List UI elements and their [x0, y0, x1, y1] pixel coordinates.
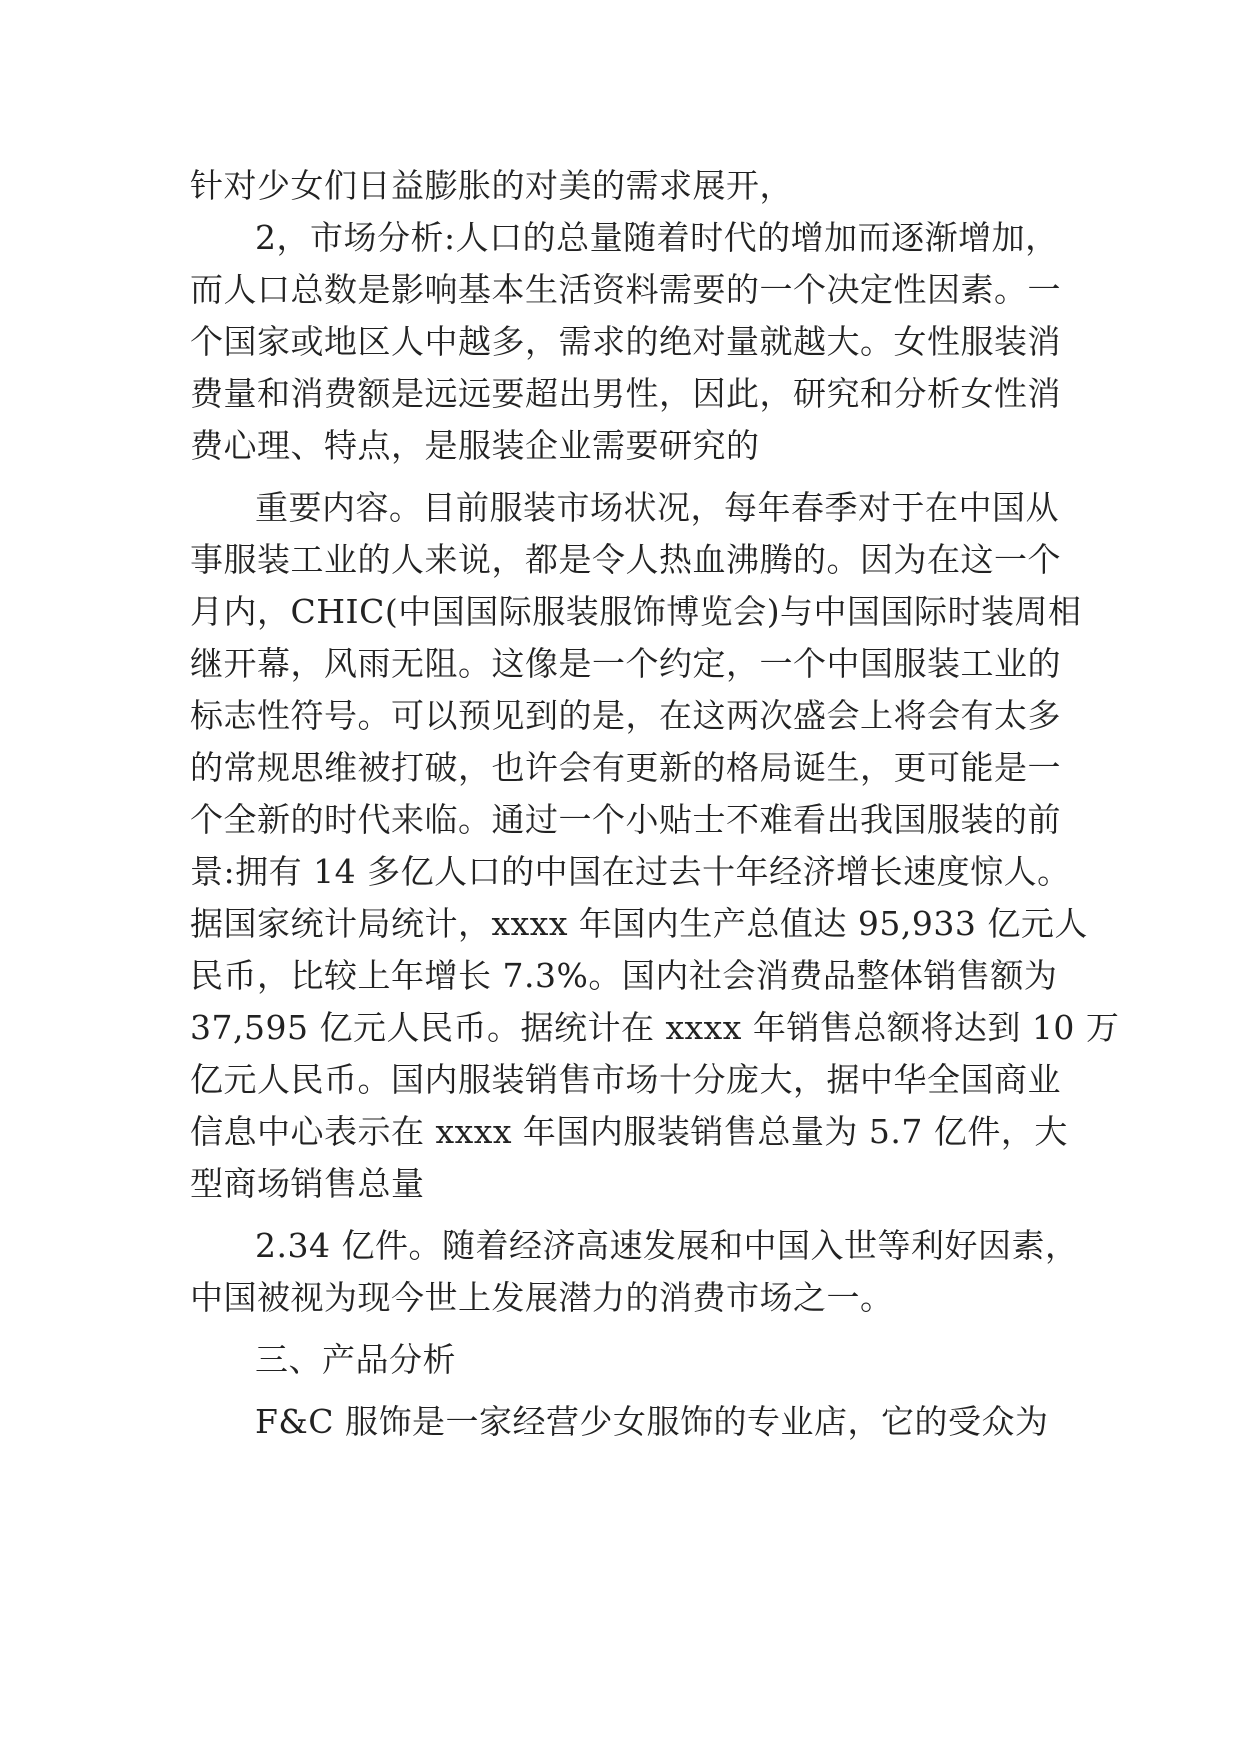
text-line: 亿元人民币。国内服装销售市场十分庞大，据中华全国商业	[190, 1060, 1061, 1099]
text-line: 事服装工业的人来说，都是令人热血沸腾的。因为在这一个	[190, 540, 1061, 579]
text-line: 费心理、特点，是服装企业需要研究的	[190, 426, 760, 465]
text-line: 针对少女们日益膨胀的对美的需求展开，	[190, 166, 793, 205]
text-line: 2，市场分析:人口的总量随着时代的增加而逐渐增加，	[255, 218, 1059, 257]
text-line: 2.34 亿件。随着经济高速发展和中国入世等利好因素，	[255, 1226, 1079, 1265]
text-line: 信息中心表示在 xxxx 年国内服装销售总量为 5.7 亿件，大	[190, 1112, 1068, 1151]
text-line: 型商场销售总量	[190, 1164, 425, 1203]
text-line: 标志性符号。可以预见到的是，在这两次盛会上将会有太多	[190, 696, 1061, 735]
text-line: 个全新的时代来临。通过一个小贴士不难看出我国服装的前	[190, 800, 1061, 839]
text-line: 据国家统计局统计，xxxx 年国内生产总值达 95,933 亿元人	[190, 904, 1088, 943]
text-line: 的常规思维被打破，也许会有更新的格局诞生，更可能是一	[190, 748, 1061, 787]
text-line: 月内，CHIC(中国国际服装服饰博览会)与中国国际时装周相	[190, 592, 1082, 631]
text-line: 中国被视为现今世上发展潜力的消费市场之一。	[190, 1278, 894, 1317]
text-line: 37,595 亿元人民币。据统计在 xxxx 年销售总额将达到 10 万	[190, 1008, 1120, 1047]
text-line: 景:拥有 14 多亿人口的中国在过去十年经济增长速度惊人。	[190, 852, 1071, 891]
section-heading: 三、产品分析	[255, 1340, 456, 1379]
text-line: F&C 服饰是一家经营少女服饰的专业店，它的受众为	[255, 1402, 1049, 1441]
text-line: 而人口总数是影响基本生活资料需要的一个决定性因素。一	[190, 270, 1061, 309]
text-line: 民币，比较上年增长 7.3%。国内社会消费品整体销售额为	[190, 956, 1058, 995]
text-line: 继开幕，风雨无阻。这像是一个约定，一个中国服装工业的	[190, 644, 1061, 683]
text-line: 费量和消费额是远远要超出男性，因此，研究和分析女性消	[190, 374, 1061, 413]
text-line: 重要内容。目前服装市场状况，每年春季对于在中国从	[255, 488, 1059, 527]
text-line: 个国家或地区人中越多，需求的绝对量就越大。女性服装消	[190, 322, 1061, 361]
